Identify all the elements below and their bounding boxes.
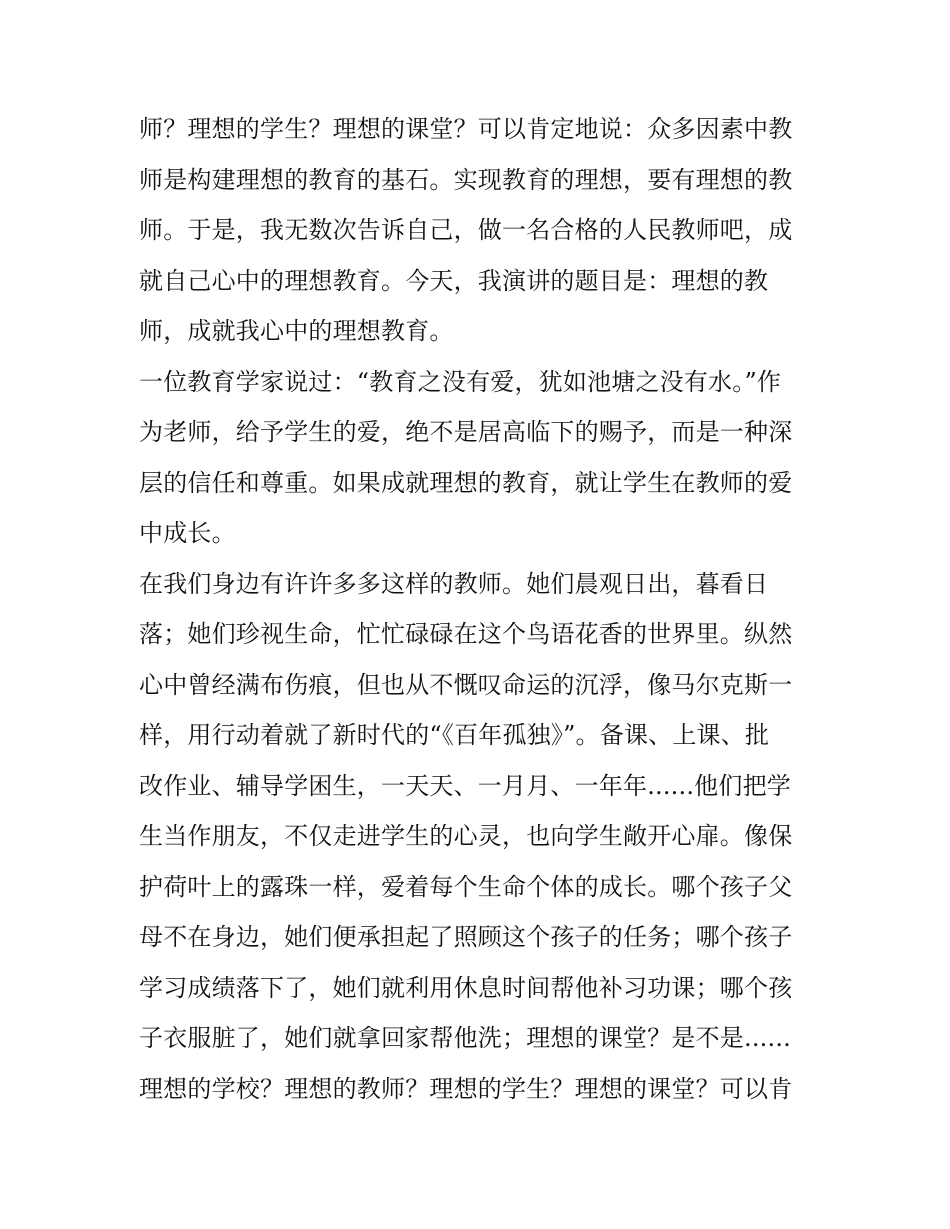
text-line: 师是构建理想的教育的基石。实现教育的理想，要有理想的教: [139, 165, 793, 194]
text-line: 为老师，给予学生的爱，绝不是居高临下的赐予，而是一种深: [139, 418, 793, 446]
text-line: 改作业、辅导学困生，一天天、一月月、一年年......他们把学: [139, 771, 791, 800]
text-line: 心中曾经满布伤痕，但也从不慨叹命运的沉浮，像马尔克斯一: [139, 670, 793, 699]
text-line: 护荷叶上的露珠一样，爱着每个生命个体的成长。哪个孩子父: [139, 872, 793, 901]
text-line: 就自己心中的理想教育。今天，我演讲的题目是：理想的教: [139, 266, 769, 295]
text-line: 样，用行动着就了新时代的“《百年孤独》”。备课、上课、批: [139, 721, 770, 749]
text-line: 师。于是，我无数次告诉自己，做一名合格的人民教师吧，成: [139, 216, 793, 244]
text-line: 在我们身边有许许多多这样的教师。她们晨观日出，暮看日: [139, 569, 769, 598]
text-line: 子衣服脏了，她们就拿回家帮他洗；理想的课堂？是不是......: [139, 1024, 791, 1052]
text-line: 中成长。: [139, 519, 236, 547]
text-line: 师？理想的学生？理想的课堂？可以肯定地说：众多因素中教: [139, 115, 793, 143]
body-text: [139, 104, 819, 1114]
text-line: 理想的学校？理想的教师？理想的学生？理想的课堂？可以肯: [139, 1074, 793, 1103]
text-line: 母不在身边，她们便承担起了照顾这个孩子的任务；哪个孩子: [139, 923, 793, 951]
text-line: 生当作朋友，不仅走进学生的心灵，也向学生敞开心扉。像保: [139, 822, 793, 850]
text-line: 落；她们珍视生命，忙忙碌碌在这个鸟语花香的世界里。纵然: [139, 620, 793, 648]
text-line: 层的信任和尊重。如果成就理想的教育，就让学生在教师的爱: [139, 468, 793, 497]
text-line: 一位教育学家说过：“教育之没有爱，犹如池塘之没有水。”作: [139, 367, 782, 396]
text-line: 师，成就我心中的理想教育。: [139, 317, 454, 345]
text-line: 学习成绩落下了，她们就利用休息时间帮他补习功课；哪个孩: [139, 973, 793, 1002]
